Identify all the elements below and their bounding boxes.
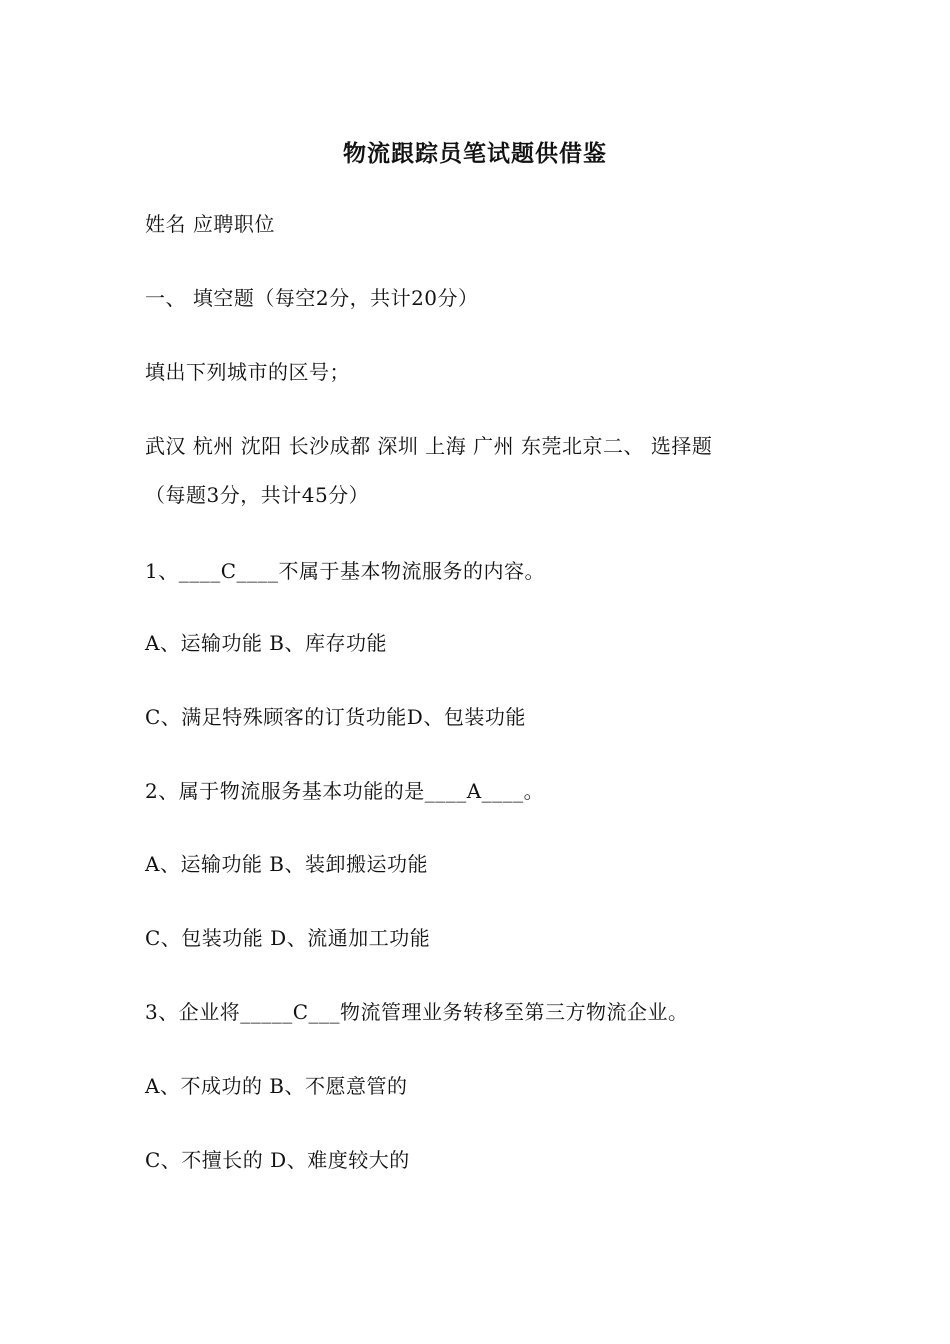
question-1-options-ab: A、运输功能 B、库存功能 [145, 631, 387, 655]
question-2-options-ab: A、运输功能 B、装卸搬运功能 [145, 852, 428, 876]
question-2-options-cd: C、包装功能 D、流通加工功能 [145, 926, 431, 950]
question-1-options-cd: C、满足特殊顾客的订货功能D、包装功能 [145, 705, 526, 729]
question-1: 1、____C____不属于基本物流服务的内容。 [145, 559, 546, 583]
question-2: 2、属于物流服务基本功能的是____A____。 [145, 779, 545, 803]
name-position-line: 姓名 应聘职位 [145, 212, 275, 236]
fill-blank-instruction: 填出下列城市的区号； [145, 360, 350, 384]
question-3-options-ab: A、不成功的 B、不愿意管的 [145, 1074, 408, 1098]
document-title: 物流跟踪员笔试题供借鉴 [343, 140, 607, 167]
question-3-options-cd: C、不擅长的 D、难度较大的 [145, 1148, 410, 1172]
question-3: 3、企业将_____C___物流管理业务转移至第三方物流企业。 [145, 1000, 689, 1024]
city-list-line: 武汉 杭州 沈阳 长沙成都 深圳 上海 广州 东莞北京二、 选择题 [145, 434, 713, 458]
choice-section-score: （每题3分，共计45分） [145, 483, 370, 507]
section-fill-blank-heading: 一、 填空题（每空2分，共计20分） [145, 286, 479, 310]
